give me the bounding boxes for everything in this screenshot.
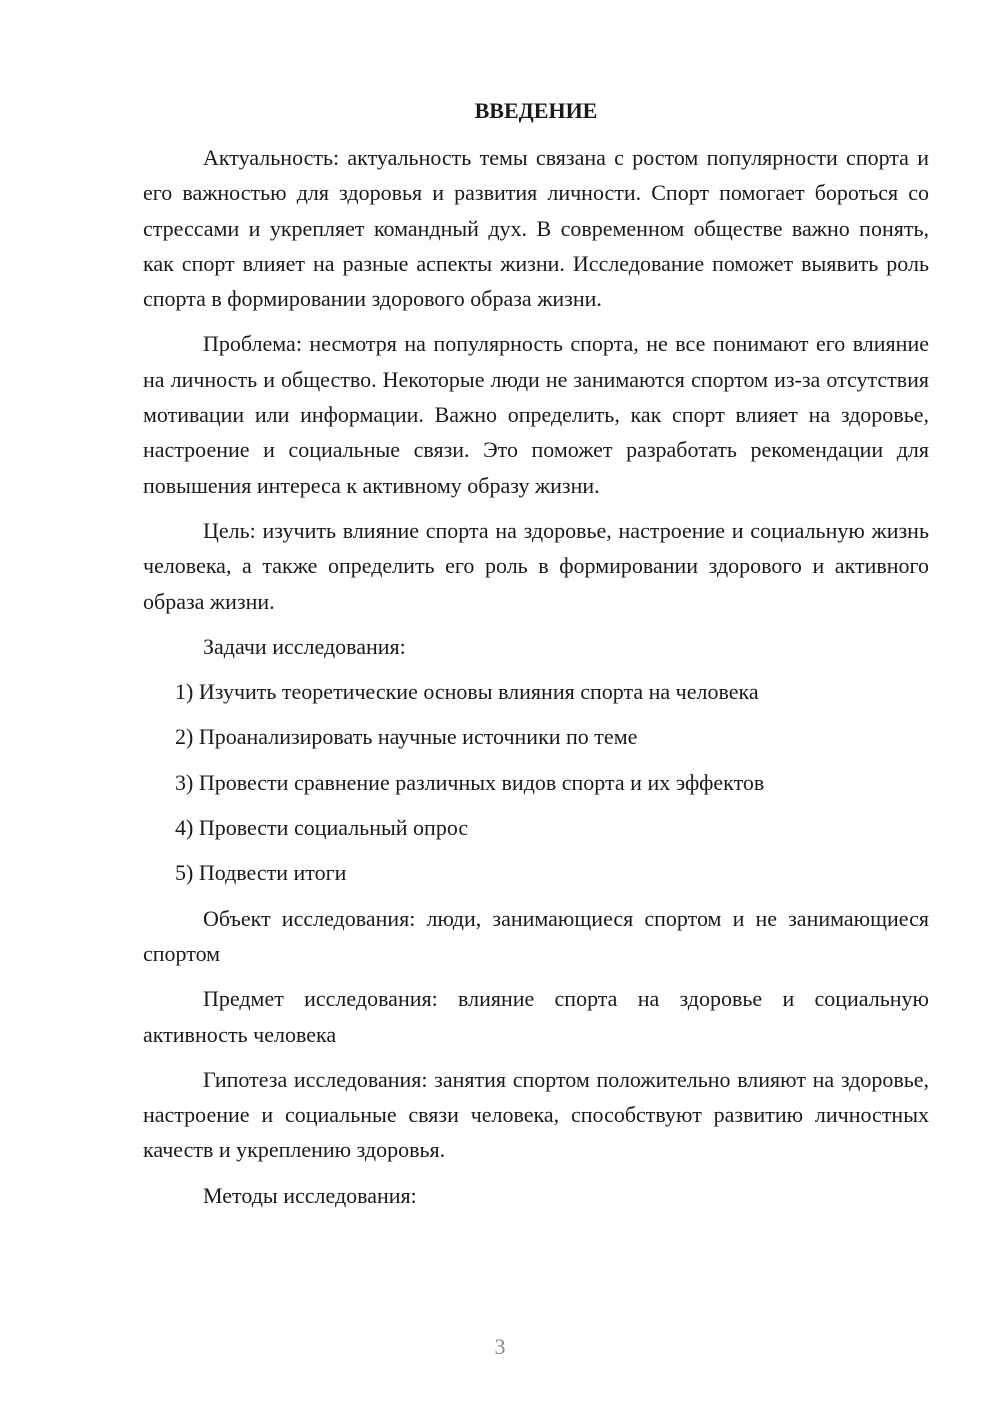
list-item: 3) Провести сравнение различных видов спорта и их эффектов — [175, 769, 765, 795]
subject-paragraph: Предмет исследования: влияние спорта на здоровье и социальную активность человека — [143, 986, 929, 1047]
tasks-label: Задачи исследования: — [203, 633, 406, 659]
object-paragraph: Объект исследования: люди, занимающиеся спортом и не занимающиеся спортом — [143, 905, 929, 966]
hypothesis-paragraph: Гипотеза исследования: занятия спортом положительно влияют на здоровье, настроение и социальные связи человека, способствуют развитию личностных качеств и укреплению здоровья. — [143, 1066, 929, 1163]
methods-label: Методы исследования: — [203, 1182, 417, 1208]
section-heading: ВВЕДЕНИЕ — [474, 98, 598, 123]
relevance-paragraph: Актуальность: актуальность темы связана с ростом популярности спорта и его важностью для здоровья и развития личности. Спорт помогает бороться со стрессами и укрепляет командный дух. В современном обществе важно понять, как спорт влияет на разные аспекты жизни. Исследование поможет выявить роль спорта в формировании здорового образа жизни. — [143, 145, 929, 312]
list-item: 5) Подвести итоги — [175, 860, 347, 886]
page-number: 3 — [494, 1334, 506, 1359]
tasks-list — [143, 674, 929, 890]
list-item: 1) Изучить теоретические основы влияния спорта на человека — [175, 679, 759, 705]
list-item: 2) Проанализировать научные источники по теме — [175, 724, 638, 750]
document-page — [143, 96, 929, 1223]
problem-paragraph: Проблема: несмотря на популярность спорта, не все понимают его влияние на личность и общество. Некоторые люди не занимаются спортом из-за отсутствия мотивации или информации. Важно определить, как спорт влияет на здоровье, настроение и социальные связи. Это поможет разработать рекомендации для повышения интереса к активному образу жизни. — [143, 331, 929, 498]
goal-paragraph: Цель: изучить влияние спорта на здоровье, настроение и социальную жизнь человека, а также определить его роль в формировании здорового и активного образа жизни. — [143, 517, 929, 614]
list-item: 4) Провести социальный опрос — [175, 815, 469, 841]
